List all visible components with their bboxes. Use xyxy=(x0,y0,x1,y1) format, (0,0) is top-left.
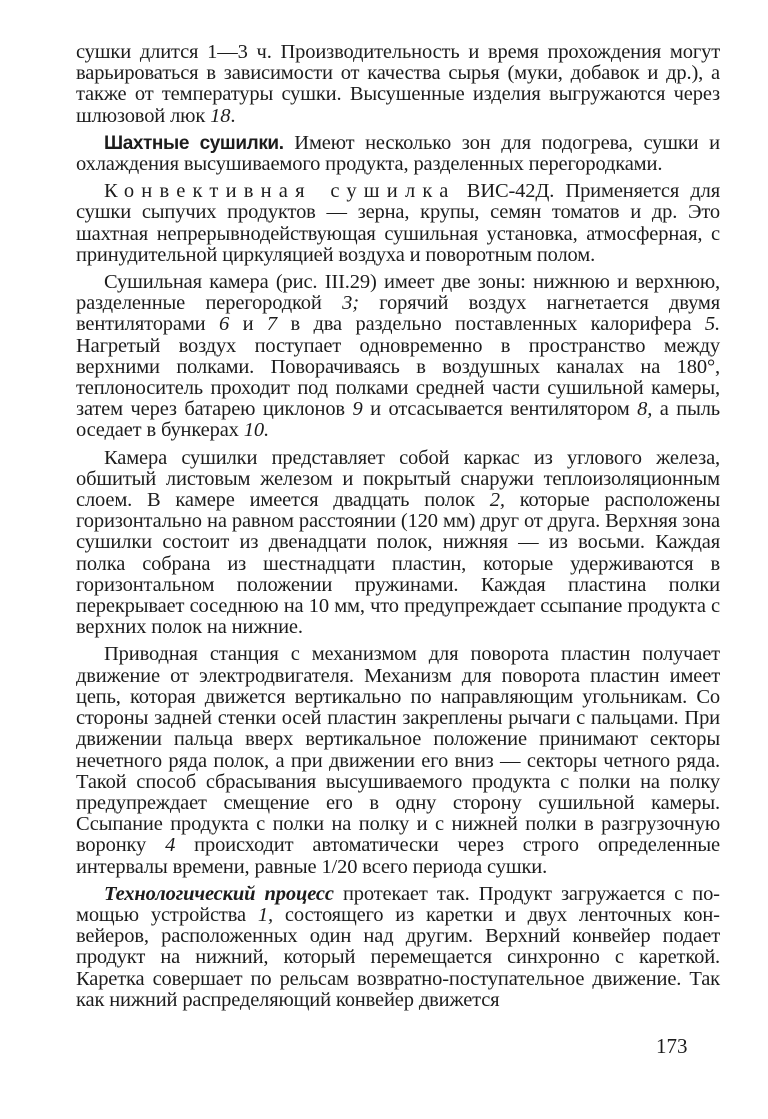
paragraph-drying-chamber xyxy=(76,272,720,442)
text-run: сушки длится 1—3 ч. Производительность и время прохождения могут варьироваться в зависимости от качества сырья (муки, добавок и др.), а также от температуры сушки. Высушенные изделия выгружаются через шлюзовой люк xyxy=(76,41,720,127)
text-run: Нагретый воздух поступает одновременно в пространство между верхними полками. Поворачиваясь в воздушных каналах на 180°, теплоноситель проходит под полками средней части сушильной камеры, затем через батарею циклонов xyxy=(76,334,720,421)
page-number: 173 xyxy=(656,1034,688,1058)
paragraph-technological-process xyxy=(76,884,720,1011)
text-run: . xyxy=(230,104,236,127)
text-run: Имеют несколько зон для подогрева, сушки и охлаждения высушиваемого продукта, разделенных перегородками. xyxy=(76,131,720,176)
paragraph-drying-duration xyxy=(76,42,720,127)
text-run: Камера сушилки представляет собой каркас из углового железа, обшитый листовым железом и покрытый снаружи теплоизоляционным слоем. В камере имеется двадцать полок xyxy=(76,446,720,512)
figure-reference: 1, xyxy=(257,903,273,926)
run-in-heading: Шахтные сушилки. xyxy=(104,132,284,154)
book-page-text xyxy=(76,42,720,1017)
figure-reference: 7 xyxy=(266,313,278,336)
text-run: Приводная станция с механизмом для поворота пластин получает движение от электродвигателя. Механизм для поворота пластин имеет цепь, которая движется вертикально по направляющим угольникам. Со стороны задней стенки осей пластин закреплены рычаги с пальцами. При движении пальца вверх вертикальное положение принимают секторы нечетного ряда полок, а при движении его вниз — секторы четного ряда. Такой способ сбрасывания высушиваемого продукта с полки на полку предупреждает смещение его в одну сторону сушильной камеры. Ссыпание продукта с полки на полку и с нижней полки в разгрузочную воронку xyxy=(76,643,720,857)
text-run: состоящего из каретки и двух ленточных конвейеров, расположенных один над другим. Верхний конвейер подает продукт на нижний, который перемещается синхронно с кареткой. Каретка совершает по рельсам возвратно-поступательное движение. Так как нижний распределяющий конвейер движется xyxy=(76,903,720,1011)
text-run: горячий воздух нагнетается двумя вентиляторами xyxy=(76,292,721,336)
paragraph-shaft-dryers xyxy=(76,133,720,175)
figure-reference: 9 xyxy=(352,398,363,421)
figure-reference: 18 xyxy=(210,104,231,127)
figure-reference: 2, xyxy=(489,489,505,512)
figure-reference: 8, xyxy=(637,398,653,421)
spaced-term: Конвективная сушилка xyxy=(104,180,456,203)
text-run: происходит автоматически через строго определенные интервалы времени, равные 1/20 всего периода сушки. xyxy=(76,834,720,878)
run-in-heading: Технологический процесс xyxy=(104,882,334,905)
text-run: протекает так. Продукт загружается с помощью устройства xyxy=(76,882,720,926)
paragraph-drive-station xyxy=(76,644,720,877)
figure-reference: 3; xyxy=(342,292,359,315)
figure-reference: 4 xyxy=(165,834,176,857)
text-run: которые расположены горизонтально на равном расстоянии (120 мм) друг от друга. Верхняя зона сушилки состоит из двенадцати полок, нижняя — из восьми. Каждая полка собрана из шестнадцати пластин, которые удерживаются в горизонтальном положении пружинами. Каждая пластина полки перекрывает соседнюю на 10 мм, что предупреждает ссыпание продукта с верхних полок на нижние. xyxy=(76,489,720,639)
text-run: а пыль оседает в бункерах xyxy=(76,398,720,442)
figure-reference: 6 xyxy=(219,313,230,336)
text-run: ВИС-42Д. Применяется для сушки сыпучих продуктов — зерна, крупы, семян томатов и др. Это шахтная непрерывнодействующая сушильная установка, атмосферная, с принудительной циркуляцией воздуха и поворотным полом. xyxy=(76,180,720,266)
text-run: в два раздельно поставленных калорифера xyxy=(277,313,705,336)
text-run: и xyxy=(229,313,267,336)
paragraph-chamber-structure xyxy=(76,448,720,639)
paragraph-convective-dryer xyxy=(76,181,720,266)
figure-reference: 5. xyxy=(704,313,720,336)
text-run: Сушильная камера (рис. III.29) имеет две зоны: нижнюю и верхнюю, разделенные перегородкой xyxy=(76,271,720,315)
figure-reference: 10. xyxy=(243,419,269,442)
text-run: и отсасывается вентилятором xyxy=(362,398,638,421)
